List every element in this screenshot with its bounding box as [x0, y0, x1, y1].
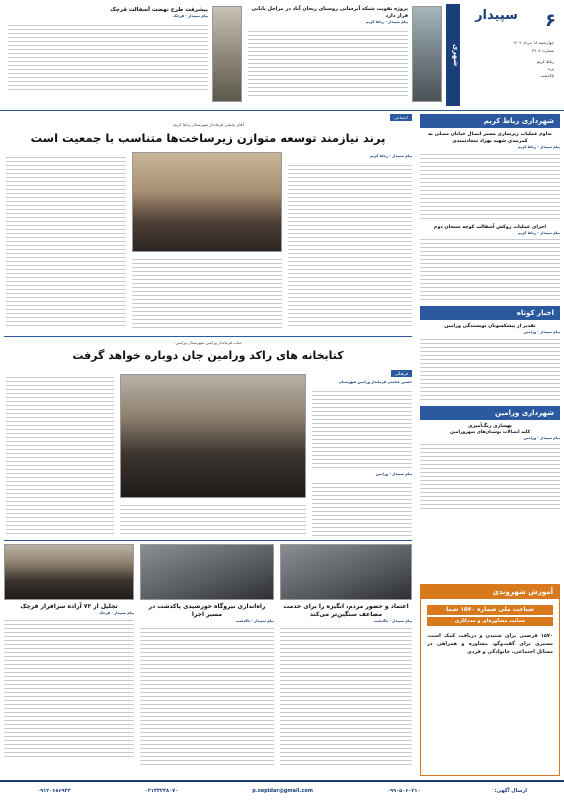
page-number: ۶	[545, 10, 556, 31]
sidebar-item-2-body	[420, 236, 560, 300]
top-article-2-body	[8, 22, 208, 92]
footer-handle[interactable]: p.sepidar@gmail.com	[252, 788, 313, 794]
top-article-2-photo	[212, 6, 242, 102]
logo-word: سپیدار	[475, 8, 518, 23]
top-article-1	[248, 6, 408, 104]
sidebar-item-4-byline: پیام سپیدار - ورامین	[523, 435, 560, 440]
main-feature-byline: پیام سپیدار - رباط کریم	[369, 154, 412, 158]
main-feature-body-3	[132, 256, 282, 328]
bottom-article-2-photo	[140, 544, 274, 600]
main-feature-photo	[132, 152, 282, 252]
footer-phone-1[interactable]: ۰۹۹۰۵۰۶۰۲۱۰	[386, 788, 421, 794]
middle-feature-subkicker: جناب فرماندار ورامین شهرستان ورامین:	[174, 340, 242, 345]
footer-phone-3[interactable]: ۰۹۱۲۰۶۸۶۹۴۲	[37, 788, 71, 794]
middle-feature-body-1	[312, 388, 412, 468]
bottom-article-1-photo	[280, 544, 412, 600]
sidebar-item-3-byline: پیام سپیدار - ورامین	[523, 330, 560, 335]
bottom-article-3-body	[4, 617, 134, 757]
sidebar-item-3-title[interactable]: تقدیر از پیشکسوتان نویسندگی ورامین	[444, 324, 536, 330]
top-article-1-byline: پیام سپیدار - رباط کریم	[365, 20, 408, 24]
logo	[469, 8, 524, 34]
ad-box	[420, 584, 560, 776]
middle-feature-lead: حسین عباسی فرماندار ورامین شهرستان	[338, 380, 412, 384]
sidebar-item-3-body	[420, 336, 560, 400]
main-feature	[4, 114, 412, 332]
bottom-article-2-byline: پیام سپیدار - پاکدشت	[235, 619, 274, 623]
side-link-3[interactable]: پاکدشت	[540, 73, 554, 78]
bottom-article-1-byline: پیام سپیدار - پاکدشت	[373, 619, 412, 623]
middle-feature-body-2	[312, 480, 412, 536]
top-article-2-byline: پیام سپیدار - قرچک	[173, 14, 208, 18]
bottom-article-2-title[interactable]: راه‌اندازی نیروگاه خورشیدی پاکدشت در مسیر اجرا	[148, 603, 266, 618]
main-feature-body-2	[6, 154, 126, 328]
top-article-1-body	[248, 28, 408, 98]
sidebar-item-1-byline: پیام سپیدار - رباط کریم	[517, 145, 560, 149]
bottom-article-1-body	[280, 625, 412, 765]
masthead	[0, 0, 564, 110]
side-link-1[interactable]: رباط کریم	[536, 59, 554, 64]
middle-feature-byline: پیام سپیدار - ورامین	[375, 472, 412, 476]
main-feature-kicker: اجتماعی	[390, 114, 412, 121]
bottom-article-1	[280, 544, 412, 776]
sidebar-head-2: اخبار کوتاه	[420, 306, 560, 320]
sidebar-item-2-byline: پیام سپیدار - رباط کریم	[517, 230, 560, 235]
middle-feature-kicker: فرهنگی	[391, 370, 412, 377]
sidebar-item-4-body	[420, 441, 560, 509]
date-line: چهارشنبه ۱۸ مرداد ۱۴۰۲	[512, 40, 554, 45]
top-article-1-photo	[412, 6, 442, 102]
divider-bottom	[4, 540, 412, 541]
divider-top	[0, 110, 564, 111]
main-feature-title[interactable]: پرند نیازمند توسعه متوازن زیرساخت‌ها متناسب با جمعیت است	[30, 131, 386, 145]
footer-label: ارسال آگهی:	[494, 788, 527, 794]
bottom-article-3-byline: پیام سپیدار - قرچک	[99, 611, 134, 615]
divider-mid	[4, 336, 412, 337]
main-feature-subkicker: آقای بخشی فرماندار شهرستان رباط کریم:	[172, 122, 244, 127]
bottom-article-3	[4, 544, 134, 776]
main-feature-body-1	[288, 162, 412, 328]
city-tag	[446, 4, 460, 106]
top-article-2	[8, 6, 208, 104]
ad-title: شناخت ملی شماره ۱۵۷۰ شما	[427, 605, 553, 615]
sidebar-item-4-title[interactable]: بهسازی رنگ‌آمیزی	[468, 423, 512, 429]
issue-line: شماره: ۳۹۰۸	[531, 48, 554, 53]
top-article-1-title[interactable]: پروژه تقویت شبکه آبرسانی روستای ریحان آباد در مراحل پایانی قرار دارد	[251, 6, 408, 19]
middle-feature-body-3	[120, 502, 306, 536]
bottom-article-2	[140, 544, 274, 776]
sidebar-item-1-title[interactable]: تداوم عملیات زیرسازی مسیر اتصال خیابان مصلی به کمربندی شهید بهزاد سعادتمندی	[428, 132, 552, 144]
middle-feature-body-4	[6, 374, 114, 536]
sidebar-head-1: شهرداری رباط کریم	[420, 114, 560, 128]
sidebar-item-2-title[interactable]: اجرای عملیات روکش آسفالت کوچه سبحان دوم	[433, 224, 547, 230]
city-tag-text: شهری	[452, 43, 460, 67]
top-article-2-title[interactable]: پیشرفت طرح نهضت آسفالت قرچک	[110, 7, 208, 13]
side-links	[464, 58, 554, 79]
middle-feature-title[interactable]: کتابخانه های راکد ورامین جان دوباره خواهد گرفت	[72, 349, 344, 362]
footer	[0, 780, 564, 800]
ad-head: آموزش شهروندی	[421, 585, 559, 599]
bottom-article-1-title[interactable]: اعتماد و حضور مردم، انگیزه را برای خدمت مضاعف سنگین‌تر می‌کند	[283, 603, 409, 618]
middle-feature	[4, 340, 412, 538]
sidebar-item-1-body	[420, 151, 560, 221]
ad-subtitle: حمایت مشاوره‌ای و مددکاری	[427, 617, 553, 626]
footer-phone-2[interactable]: ۰۲۱۴۴۲۴۸۰۷۰	[144, 788, 179, 794]
middle-feature-photo	[120, 374, 306, 498]
sidebar-item-4-sub: کلیه اتصالات بوستان‌های شهرورامین	[450, 429, 530, 435]
bottom-article-2-body	[140, 625, 274, 765]
bottom-article-3-photo	[4, 544, 134, 600]
sidebar-head-3: شهرداری ورامین	[420, 406, 560, 420]
bottom-article-3-title[interactable]: تجلیل از ۷۲ آزاده سرافراز قرچک	[20, 603, 118, 610]
ad-body: ۱۵۷۰ فرصتی برای شنیدن و دریافت کمک است، مسیری برای گفت‌وگو، مشاوره و همراهی در مسائل اجتماعی، خانوادگی و فردی	[427, 633, 553, 655]
side-link-2[interactable]: پرند	[547, 66, 554, 71]
